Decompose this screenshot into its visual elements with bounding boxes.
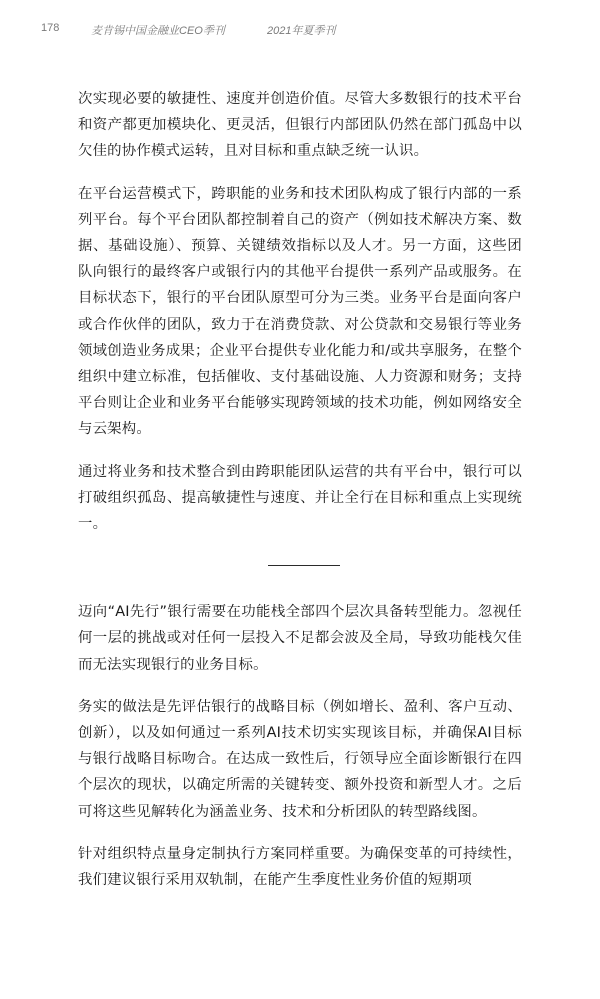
- paragraph: 次实现必要的敏捷性、速度并创造价值。尽管大多数银行的技术平台和资产都更加模块化、更灵活，但银行内部团队仍然在部门孤岛中以欠佳的协作模式运转，且对目标和重点缺乏统一认识。: [78, 91, 522, 160]
- paragraph: 在平台运营模式下，跨职能的业务和技术团队构成了银行内部的一系列平台。每个平台团队都控制着自己的资产（例如技术解决方案、数据、基础设施）、预算、关键绩效指标以及人才。另一方面，这些团队向银行的最终客户或银行内的其他平台提供一系列产品或服务。在目标状态下，银行的平台团队原型可分为三类。业务平台是面向客户或合作伙伴的团队，致力于在消费贷款、对公贷款和交易银行等业务领域创造业务成果；企业平台提供专业化能力和/或共享服务，在整个组织中建立标准，包括催收、支付基础设施、人力资源和财务；支持平台则让企业和业务平台能够实现跨领域的技术功能，例如网络安全与云架构。: [78, 185, 522, 438]
- issue-label: 2021年夏季刊: [267, 25, 336, 37]
- paragraph: 务实的做法是先评估银行的战略目标（例如增长、盈利、客户互动、创新），以及如何通过一系列AI技术切实实现该目标，并确保AI目标与银行战略目标吻合。在达成一致性后，行领导应全面诊断银行在四个层次的现状，以确定所需的关键转变、额外投资和新型人才。之后可将这些见解转化为涵盖业务、技术和分析团队的转型路线图。: [78, 698, 522, 820]
- paragraph: 通过将业务和技术整合到由跨职能团队运营的共有平台中，银行可以打破组织孤岛、提高敏捷性与速度、并让全行在目标和重点上实现统一。: [78, 463, 522, 533]
- paragraph: 迈向“AI先行”银行需要在功能栈全部四个层次具备转型能力。忽视任何一层的挑战或对任何一层投入不足都会波及全局，导致功能栈欠佳而无法实现银行的业务目标。: [78, 604, 522, 673]
- paragraph: 针对组织特点量身定制执行方案同样重要。为确保变革的可持续性，我们建议银行采用双轨制，在能产生季度性业务价值的短期项: [78, 845, 522, 889]
- article-body: [78, 86, 522, 909]
- publication-title: 麦肯锡中国金融业CEO季刊: [91, 25, 225, 37]
- page-number: 178: [41, 22, 60, 34]
- running-header: [41, 22, 560, 38]
- section-divider-wrap: [78, 549, 522, 589]
- section-divider: [268, 565, 340, 566]
